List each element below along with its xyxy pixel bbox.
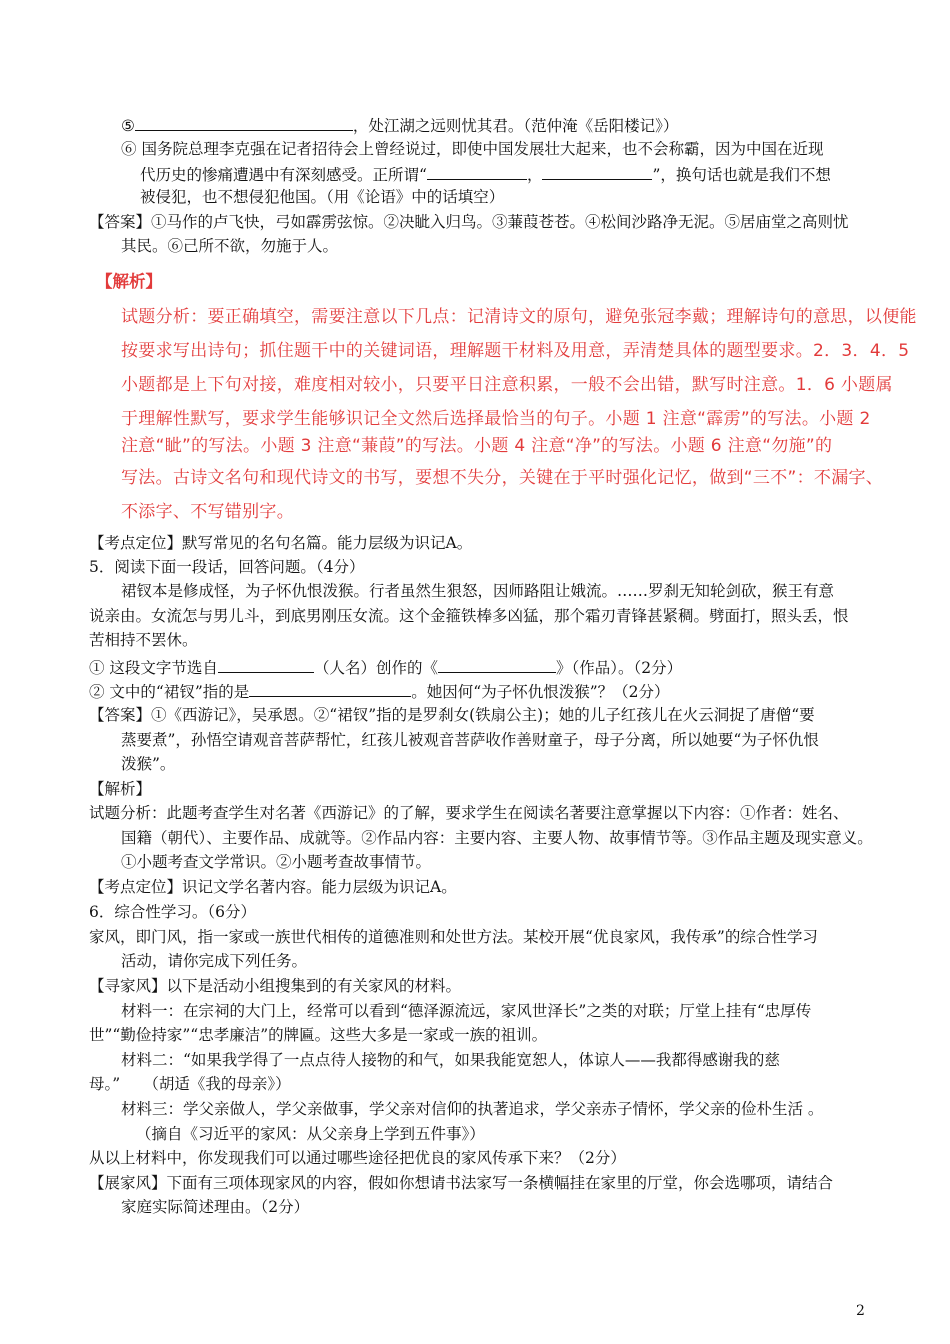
answer-blank[interactable] [427,163,527,180]
answer-1-line2: 其民。⑥己所不欲，勿施于人。 [121,237,339,255]
page-number: 2 [856,1303,865,1319]
answer-blank[interactable] [249,680,411,697]
analysis-line: 小题都是上下句对接，难度相对较小，只要平日注意积累，一般不会出错，默写时注意。1．6 小题属 [121,375,893,395]
q5-passage: 苦相持不罢休。 [89,631,198,649]
question-6-title: 6．综合性学习。（6分） [89,903,256,921]
material-1: 材料一：在宗祠的大门上，经常可以看到“德泽源流远，家风世泽长”之类的对联；厅堂上挂有“忠厚传 [121,1002,812,1020]
answer-2-line2: 蒸要煮”，孙悟空请观音菩萨帮忙，红孩儿被观音菩萨收作善财童子，母子分离，所以她要“为子怀仇恨 [121,731,819,749]
q6-fill-line3: 被侵犯，也不想侵犯他国。（用《论语》中的话填空） [140,188,505,206]
material-3-source: （摘自《习近平的家风：从父亲身上学到五件事》） [136,1125,485,1143]
q5-sub1-text-b: （人名）创作的《 [313,659,438,677]
kaodian-1: 【考点定位】默写常见的名句名篇。能力层级为识记A。 [89,534,473,552]
q5-passage: 裙钗本是修成怪，为子怀仇恨泼猴。行者虽然生狠怒，因师路阻让娥流。……罗刹无知轮剑砍，猴王有意 [121,582,835,600]
analysis-2-line: 试题分析：此题考查学生对名著《西游记》的了解，要求学生在阅读名著要注意掌握以下内容：①作者：姓名、 [89,804,849,822]
answer-label: 【答案】 [89,706,152,724]
q5-sub1-text-c: 》（作品）。（2分） [555,659,683,677]
q6-intro: 活动，请你完成下列任务。 [121,952,308,970]
q6-intro: 家风，即门风，指一家或一族世代相传的道德准则和处世方法。某校开展“优良家风，我传承”的综合性学习 [89,928,818,946]
item-number: ⑥ [121,140,137,158]
analysis-line: 于理解性默写，要求学生能够识记全文然后选择最恰当的句子。小题 1 注意“霹雳”的写法。小题 2 [121,409,871,429]
answer-label: 【答案】 [89,213,152,231]
kaodian-2: 【考点定位】识记文学名著内容。能力层级为识记A。 [89,878,457,896]
q6-fill-text-c: ”，换句话也就是我们不想 [652,166,831,184]
q6-fill-text: 国务院总理李克强在记者招待会上曾经说过，即使中国发展壮大起来，也不会称霸，因为中国在近现 [141,140,824,158]
q5-sub2-text-a: ② 文中的“裙钗”指的是 [89,683,250,701]
q6-xun-jiafeng: 【寻家风】以下是活动小组搜集到的有关家风的材料。 [89,977,462,995]
analysis-line: 写法。古诗文名句和现代诗文的书写，要想不失分，关键在于平时强化记忆，做到“三不”：不漏字、 [121,468,884,488]
item-number: ⑤ [121,117,135,135]
analysis-line: 注意“眦”的写法。小题 3 注意“蒹葭”的写法。小题 4 注意“净”的写法。小题 6 注意“勿施”的 [121,436,833,456]
q5-fill-line [121,114,678,136]
q6-fill-line1 [121,139,823,159]
answer-2 [89,705,815,725]
q6-zhan-jiafeng: 【展家风】下面有三项体现家风的内容，假如你想请书法家写一条横幅挂在家里的厅堂，你会选哪项，请结合 [89,1174,834,1192]
answer-text: ①马作的卢飞快，弓如霹雳弦惊。②决眦入归鸟。③蒹葭苍苍。④松间沙路净无泥。⑤居庙堂之高则忧 [151,213,849,231]
material-2: 材料二：“如果我学得了一点点待人接物的和气，如果我能宽恕人，体谅人——我都得感谢我的慈 [121,1051,780,1069]
analysis-line: 不添字、不写错别字。 [121,502,294,522]
analysis-line: 试题分析：要正确填空，需要注意以下几点：记清诗文的原句，避免张冠李戴；理解诗句的意思，以便能 [121,307,917,327]
q5-fill-text: ，处江湖之远则忧其君。（范仲淹《岳阳楼记》） [352,117,679,135]
q5-sub2-text-b: 。她因何“为子怀仇恨泼猴”？（2分） [411,683,670,701]
answer-blank[interactable] [135,114,353,131]
answer-blank[interactable] [542,163,652,180]
answer-2-line3: 泼猴”。 [121,755,176,773]
answer-blank[interactable] [218,656,314,673]
analysis-2-line: 国籍（朝代）、主要作品、成就等。②作品内容：主要内容、主要人物、故事情节等。③作品主题及现实意义。 [121,829,873,847]
q6-question: 从以上材料中，你发现我们可以通过哪些途径把优良的家风传承下来？（2分） [89,1149,626,1167]
q6-fill-line2 [140,163,831,185]
q5-sub1 [89,656,682,678]
material-2: 母。” （胡适《我的母亲》） [89,1075,291,1093]
material-3: 材料三：学父亲做人，学父亲做事，学父亲对信仰的执著追求，学父亲赤子情怀，学父亲的俭朴生活 。 [121,1100,824,1118]
q5-sub2 [89,680,670,702]
q5-sub1-text-a: ① 这段文字节选自 [89,659,218,677]
analysis-line: 按要求写出诗句；抓住题干中的关键词语，理解题干材料及用意，弄清楚具体的题型要求。2．3．4．5 [121,341,910,361]
answer-1 [89,212,849,232]
q5-passage: 说亲由。女流怎与男儿斗，到底男刚压女流。这个金箍铁棒多凶猛，那个霜刃青锋甚紧稠。劈面打，照头丢，恨 [89,607,849,625]
answer-blank[interactable] [438,656,556,673]
answer-text: ①《西游记》，吴承恩。②“裙钗”指的是罗刹女(铁扇公主)；她的儿子红孩儿在火云洞捉了唐僧“要 [151,706,815,724]
q6-fill-text-b: ， [526,166,543,184]
analysis-heading: 【解析】 [96,272,162,291]
q6-fill-text-a: 代历史的惨痛遭遇中有深刻感受。正所谓“ [140,166,427,184]
question-5-title: 5．阅读下面一段话，回答问题。（4分） [89,558,365,576]
analysis-2-line: ①小题考查文学常识。②小题考查故事情节。 [121,853,432,871]
material-1: 世”“勤俭持家”“忠孝廉洁”的牌匾。这些大多是一家或一族的祖训。 [89,1026,548,1044]
q6-zhan-jiafeng: 家庭实际简述理由。（2分） [121,1198,310,1216]
analysis-2-heading: 【解析】 [89,780,152,798]
